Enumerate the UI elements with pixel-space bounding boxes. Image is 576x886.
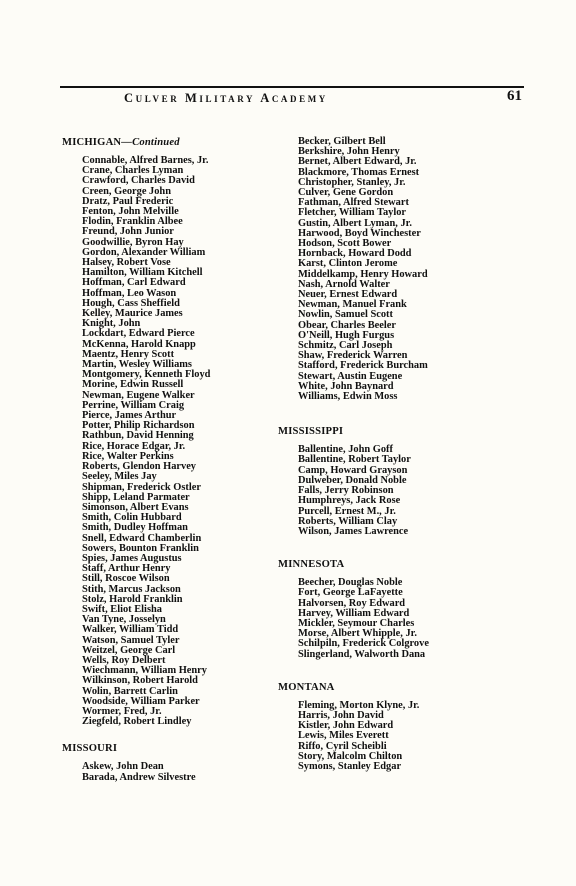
roster-name: Walker, William Tidd <box>82 624 179 636</box>
roster-name: Dulweber, Donald Noble <box>298 474 407 486</box>
roster-name: Harris, John David <box>298 709 384 721</box>
spacer <box>278 537 488 559</box>
roster-name: Goodwillie, Byron Hay <box>82 236 184 248</box>
roster-name: Van Tyne, Josselyn <box>82 614 166 626</box>
roster-name: Roberts, Glendon Harvey <box>82 461 197 473</box>
roster-name: Smith, Colin Hubbard <box>82 512 182 524</box>
roster-name: Obear, Charles Beeler <box>298 319 397 331</box>
roster-name: Williams, Edwin Moss <box>298 391 398 403</box>
roster-name: Newman, Eugene Walker <box>82 389 195 401</box>
roster-name: Watson, Samuel Tyler <box>82 634 180 646</box>
roster-name: Woodside, William Parker <box>82 695 200 707</box>
roster-name: Harwood, Boyd Winchester <box>298 227 421 239</box>
roster-name: Nowlin, Samuel Scott <box>298 309 393 321</box>
roster-name: McKenna, Harold Knapp <box>82 338 196 350</box>
roster-name: Wells, Roy Delbert <box>82 654 166 666</box>
roster-name: Beecher, Douglas Noble <box>298 577 403 589</box>
section-heading-missouri: MISSOURI <box>62 743 118 755</box>
roster-name: Wormer, Fred, Jr. <box>82 705 162 717</box>
roster-name: Riffo, Cyril Scheibli <box>298 740 387 752</box>
roster-name: Martin, Wesley Williams <box>82 359 192 371</box>
roster-name: Montgomery, Kenneth Floyd <box>82 369 211 381</box>
roster-name: Humphreys, Jack Rose <box>298 495 401 507</box>
roster-name: Crawford, Charles David <box>82 175 195 187</box>
roster-name: Bernet, Albert Edward, Jr. <box>298 156 417 168</box>
roster-name: Hoffman, Carl Edward <box>82 277 186 289</box>
roster-name: Hodson, Scott Bower <box>298 238 392 250</box>
name-list-montana <box>278 701 488 772</box>
name-list-mississippi <box>278 445 488 537</box>
roster-name: Maentz, Henry Scott <box>82 348 175 360</box>
name-list-minnesota <box>278 578 488 660</box>
roster-name: Hoffman, Leo Wason <box>82 287 177 299</box>
roster-name: Hamilton, William Kitchell <box>82 267 203 279</box>
roster-name: Askew, John Dean <box>82 761 164 773</box>
roster-name: Morine, Edwin Russell <box>82 379 184 391</box>
roster-name: Karst, Clinton Jerome <box>298 258 398 270</box>
roster-name: Mickler, Seymour Charles <box>298 617 415 629</box>
roster-name: Still, Roscoe Wilson <box>82 573 170 585</box>
roster-name: Rathbun, David Henning <box>82 430 194 442</box>
roster-name: Barada, Andrew Silvestre <box>82 771 196 783</box>
name-list-missouri <box>62 762 272 782</box>
roster-name: Shaw, Frederick Warren <box>298 350 408 362</box>
roster-name: Freund, John Junior <box>82 226 174 238</box>
roster-name: Nash, Arnold Walter <box>298 278 390 290</box>
spacer <box>278 660 488 682</box>
page-number: 61 <box>507 88 522 104</box>
roster-name: Wilkinson, Robert Harold <box>82 675 198 687</box>
roster-name: Stolz, Harold Franklin <box>82 593 183 605</box>
roster-name: Harvey, William Edward <box>298 607 410 619</box>
section-heading-michigan <box>62 137 272 149</box>
roster-name: Smith, Dudley Hoffman <box>82 522 188 534</box>
roster-name: Kelley, Maurice James <box>82 308 183 320</box>
roster-name: Ballentine, John Goff <box>298 444 393 456</box>
roster-name: Perrine, William Craig <box>82 399 185 411</box>
roster-name: Fletcher, William Taylor <box>298 207 407 219</box>
roster-name: Flodin, Franklin Albee <box>82 216 183 228</box>
roster-name: Rice, Walter Perkins <box>82 450 174 462</box>
roster-name: Snell, Edward Chamberlin <box>82 532 202 544</box>
roster-name: Swift, Eliot Elisha <box>82 603 162 615</box>
roster-name: O'Neill, Hugh Furgus <box>298 329 395 341</box>
roster-name: Schmitz, Carl Joseph <box>298 340 393 352</box>
roster-name: Seeley, Miles Jay <box>82 471 157 483</box>
roster-name: Shipp, Leland Parmater <box>82 491 190 503</box>
roster-name: Creen, George John <box>82 185 171 197</box>
left-column <box>62 137 272 783</box>
right-column <box>278 137 488 772</box>
roster-name: Fort, George LaFayette <box>298 587 403 599</box>
page-header <box>60 86 524 114</box>
roster-name: Newman, Manuel Frank <box>298 299 407 311</box>
roster-name: Ballentine, Robert Taylor <box>298 454 411 466</box>
roster-name: Potter, Philip Richardson <box>82 420 195 432</box>
spacer <box>278 402 488 426</box>
roster-name: Simonson, Albert Evans <box>82 501 189 513</box>
roster-name: Halvorsen, Roy Edward <box>298 597 406 609</box>
state-name: MICHIGAN <box>62 137 122 148</box>
roster-name: Ziegfeld, Robert Lindley <box>82 716 192 728</box>
roster-name: Shipman, Frederick Ostler <box>82 481 202 493</box>
name-list-michigan-continued <box>278 137 488 402</box>
roster-name: Wilson, James Lawrence <box>298 525 409 537</box>
roster-name: Lockdart, Edward Pierce <box>82 328 195 340</box>
roster-name: Falls, Jerry Robinson <box>298 485 394 497</box>
roster-name: Symons, Stanley Edgar <box>298 760 402 772</box>
roster-name: Berkshire, John Henry <box>298 146 400 158</box>
roster-name: Morse, Albert Whipple, Jr. <box>298 628 417 640</box>
roster-name: Hough, Cass Sheffield <box>82 297 180 309</box>
header-rule <box>60 86 524 88</box>
roster-name: Weitzel, George Carl <box>82 644 176 656</box>
roster-name: Story, Malcolm Chilton <box>298 750 403 762</box>
roster-name: Slingerland, Walworth Dana <box>298 648 426 660</box>
roster-name: Hornback, Howard Dodd <box>298 248 412 260</box>
roster-name: Knight, John <box>82 318 141 330</box>
roster-name: Spies, James Augustus <box>82 552 182 564</box>
section-heading-minnesota: MINNESOTA <box>278 559 345 571</box>
roster-name: Roberts, William Clay <box>298 515 398 527</box>
roster-name: Neuer, Ernest Edward <box>298 289 398 301</box>
roster-name: Purcell, Ernest M., Jr. <box>298 505 396 517</box>
continued-label: —Continued <box>121 137 180 148</box>
roster-name: Camp, Howard Grayson <box>298 464 408 476</box>
roster-name: Fleming, Morton Klyne, Jr. <box>298 699 420 711</box>
roster-name: Lewis, Miles Everett <box>298 730 389 742</box>
spacer <box>62 727 272 743</box>
section-heading-montana: MONTANA <box>278 681 335 693</box>
roster-name: Halsey, Robert Vose <box>82 257 171 269</box>
roster-name: Gustin, Albert Lyman, Jr. <box>298 217 412 229</box>
roster-name: Fenton, John Melville <box>82 206 179 218</box>
roster-name: Dratz, Paul Frederic <box>82 195 174 207</box>
roster-name: Crane, Charles Lyman <box>82 165 184 177</box>
roster-name: Pierce, James Arthur <box>82 410 177 422</box>
roster-name: Kistler, John Edward <box>298 720 394 732</box>
roster-name: Middelkamp, Henry Howard <box>298 268 428 280</box>
roster-name: Culver, Gene Gordon <box>298 187 394 199</box>
name-list-michigan <box>62 156 272 727</box>
section-heading-mississippi: MISSISSIPPI <box>278 426 344 438</box>
roster-name: Rice, Horace Edgar, Jr. <box>82 440 186 452</box>
roster-name: Connable, Alfred Barnes, Jr. <box>82 155 209 166</box>
roster-name: Gordon, Alexander William <box>82 246 206 258</box>
roster-name: Stith, Marcus Jackson <box>82 583 181 595</box>
roster-name: White, John Baynard <box>298 380 394 392</box>
roster-name: Blackmore, Thomas Ernest <box>298 166 420 178</box>
roster-name: Becker, Gilbert Bell <box>298 136 386 147</box>
roster-name: Sowers, Bounton Franklin <box>82 542 199 554</box>
running-title: Culver Military Academy <box>124 91 328 105</box>
roster-name: Christopher, Stanley, Jr. <box>298 176 406 188</box>
roster-name: Stewart, Austin Eugene <box>298 370 403 382</box>
roster-name: Wolin, Barrett Carlin <box>82 685 178 697</box>
roster-name: Wiechmann, William Henry <box>82 665 207 677</box>
roster-name: Schilpiln, Frederick Colgrove <box>298 638 429 650</box>
roster-name: Staff, Arthur Henry <box>82 563 171 575</box>
roster-name: Fathman, Alfred Stewart <box>298 197 409 209</box>
roster-name: Stafford, Frederick Burcham <box>298 360 428 372</box>
